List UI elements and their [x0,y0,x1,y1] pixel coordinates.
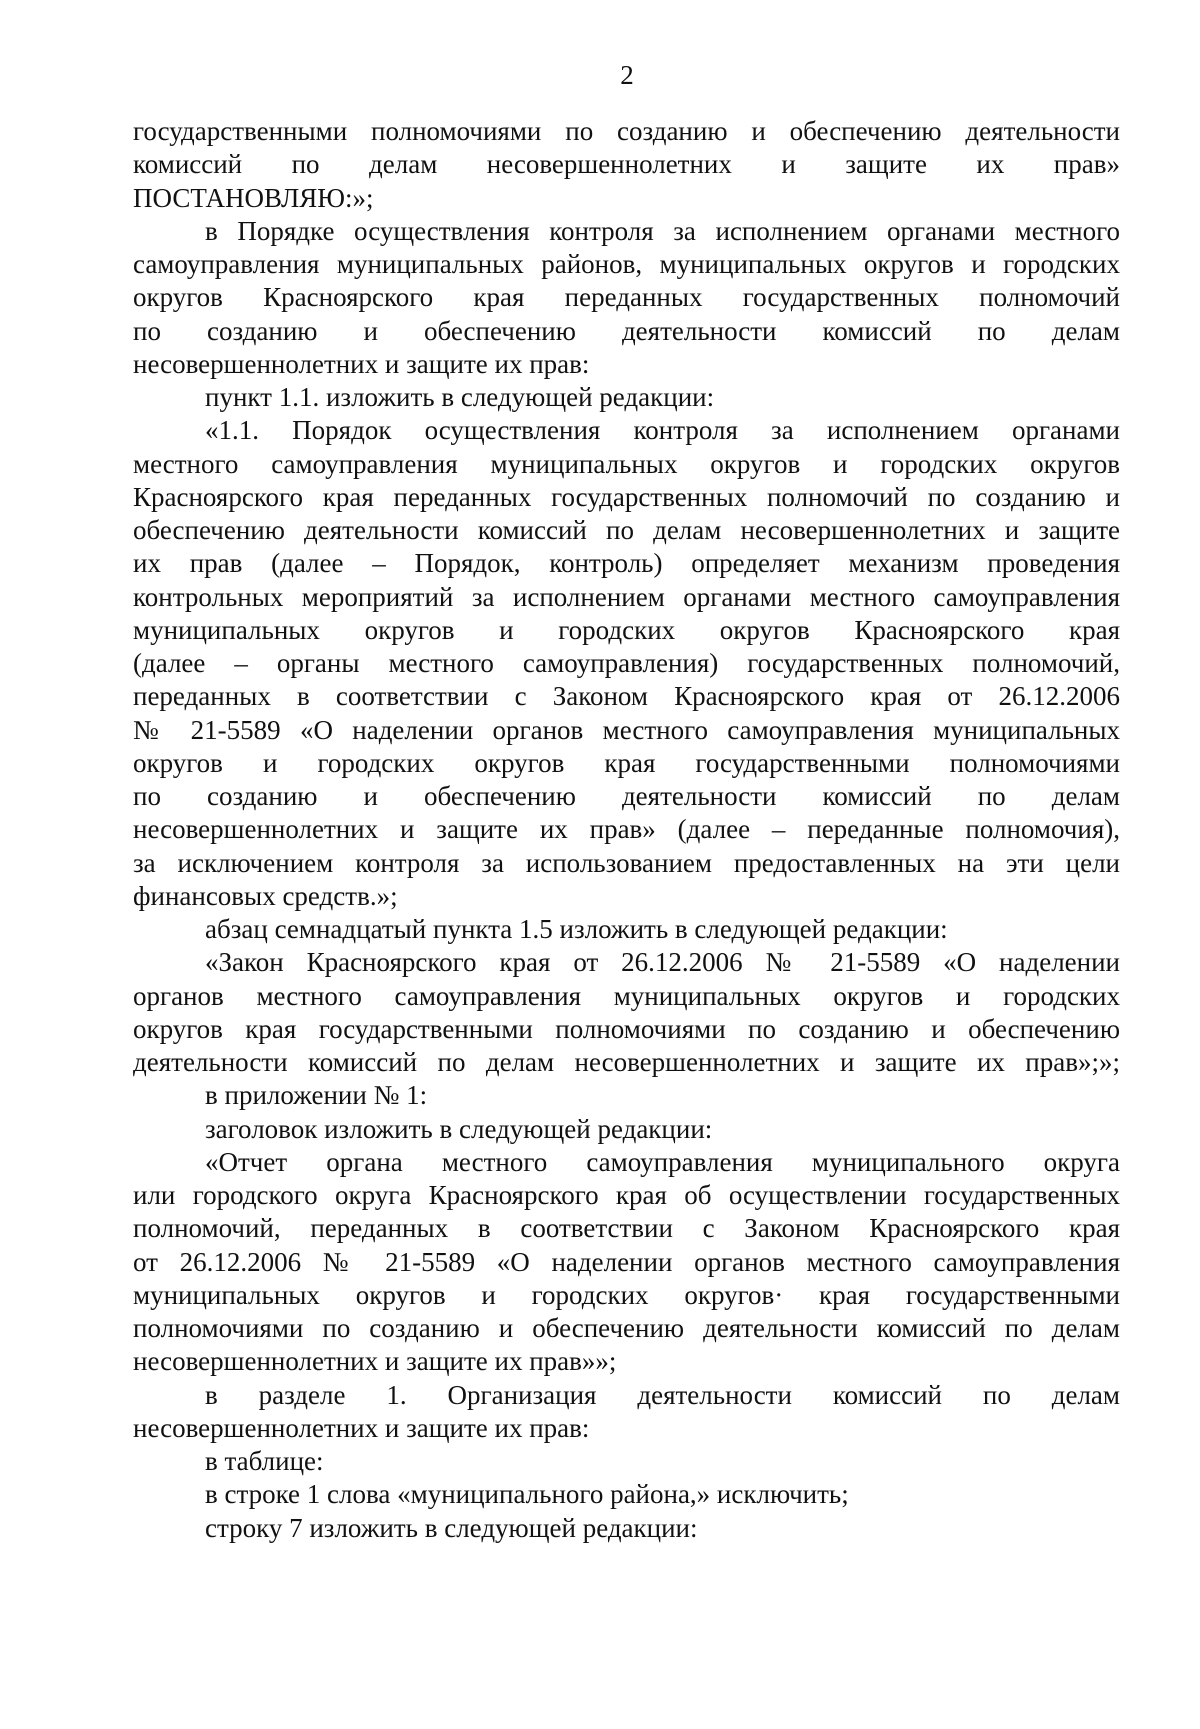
text-line: № 21-5589 «О наделении органов местного самоуправления муниципальных [133,714,1120,745]
text-line: местного самоуправления муниципальных округов и городских округов [133,448,1120,479]
text-line: несовершеннолетних и защите их прав: [133,348,590,379]
text-line: переданных в соответствии с Законом Красноярского края от 26.12.2006 [133,681,1120,712]
text-line: самоуправления муниципальных районов, муниципальных округов и городских [133,249,1120,279]
text-line: абзац семнадцатый пункта 1.5 изложить в следующей редакции: [205,914,948,944]
text-line: финансовых средств.»; [133,880,398,911]
text-line: несовершеннолетних и защите их прав»»; [133,1346,617,1377]
text-line: деятельности комиссий по делам несовершеннолетних и защите их прав»;»; [133,1047,1120,1077]
text-line: по созданию и обеспечению деятельности комиссий по делам [133,781,1120,811]
text-line: строку 7 изложить в следующей редакции: [205,1512,698,1543]
text-line: контрольных мероприятий за исполнением органами местного самоуправления [133,581,1120,612]
text-line: округов края государственными полномочиями по созданию и обеспечению [133,1013,1120,1044]
text-line: органов местного самоуправления муниципальных округов и городских [133,980,1120,1011]
text-line: Красноярского края переданных государственных полномочий по созданию и [133,481,1120,512]
text-line: полномочий, переданных в соответствии с Законом Красноярского края [133,1213,1120,1244]
text-line: полномочиями по созданию и обеспечению деятельности комиссий по делам [133,1313,1120,1343]
text-line: от 26.12.2006 № 21-5589 «О наделении органов местного самоуправления [133,1246,1120,1277]
text-line: в разделе 1. Организация деятельности комиссий по делам [205,1379,1120,1410]
text-line: муниципальных округов и городских округов Красноярского края [133,614,1120,645]
text-line: государственными полномочиями по созданию и обеспечению деятельности [133,116,1120,146]
text-line: в строке 1 слова «муниципального района,» исключить; [205,1479,849,1510]
text-line: в приложении № 1: [205,1080,428,1111]
text-line: за исключением контроля за использованием предоставленных на эти цели [133,847,1120,878]
text-line: «1.1. Порядок осуществления контроля за исполнением органами [205,415,1120,446]
text-line: по созданию и обеспечению деятельности комиссий по делам [133,315,1120,346]
text-line: в таблице: [205,1446,324,1476]
text-line: округов и городских округов края государственными полномочиями [133,747,1120,778]
text-line: несовершеннолетних и защите их прав: [133,1412,590,1443]
text-line: пункт 1.1. изложить в следующей редакции: [205,382,715,412]
text-line: заголовок изложить в следующей редакции: [205,1113,713,1144]
text-line: ПОСТАНОВЛЯЮ:»; [133,182,374,213]
text-line: комиссий по делам несовершеннолетних и защите их прав» [133,149,1120,180]
text-line: в Порядке осуществления контроля за исполнением органами местного [205,215,1120,246]
text-line: их прав (далее – Порядок, контроль) определяет механизм проведения [133,548,1120,579]
text-line: несовершеннолетних и защите их прав» (далее – переданные полномочия), [133,814,1120,845]
page-number: 2 [620,60,634,90]
text-line: муниципальных округов и городских округов· края государственными [133,1279,1120,1310]
body-text [133,115,1120,1545]
text-line: (далее – органы местного самоуправления) государственных полномочий, [133,648,1120,678]
text-line: «Отчет органа местного самоуправления муниципального округа [205,1146,1120,1177]
text-line: или городского округа Красноярского края об осуществлении государственных [133,1180,1120,1210]
text-line: обеспечению деятельности комиссий по делам несовершеннолетних и защите [133,515,1120,545]
text-line: округов Красноярского края переданных государственных полномочий [133,282,1120,313]
text-line: «Закон Красноярского края от 26.12.2006 № 21-5589 «О наделении [205,947,1120,978]
